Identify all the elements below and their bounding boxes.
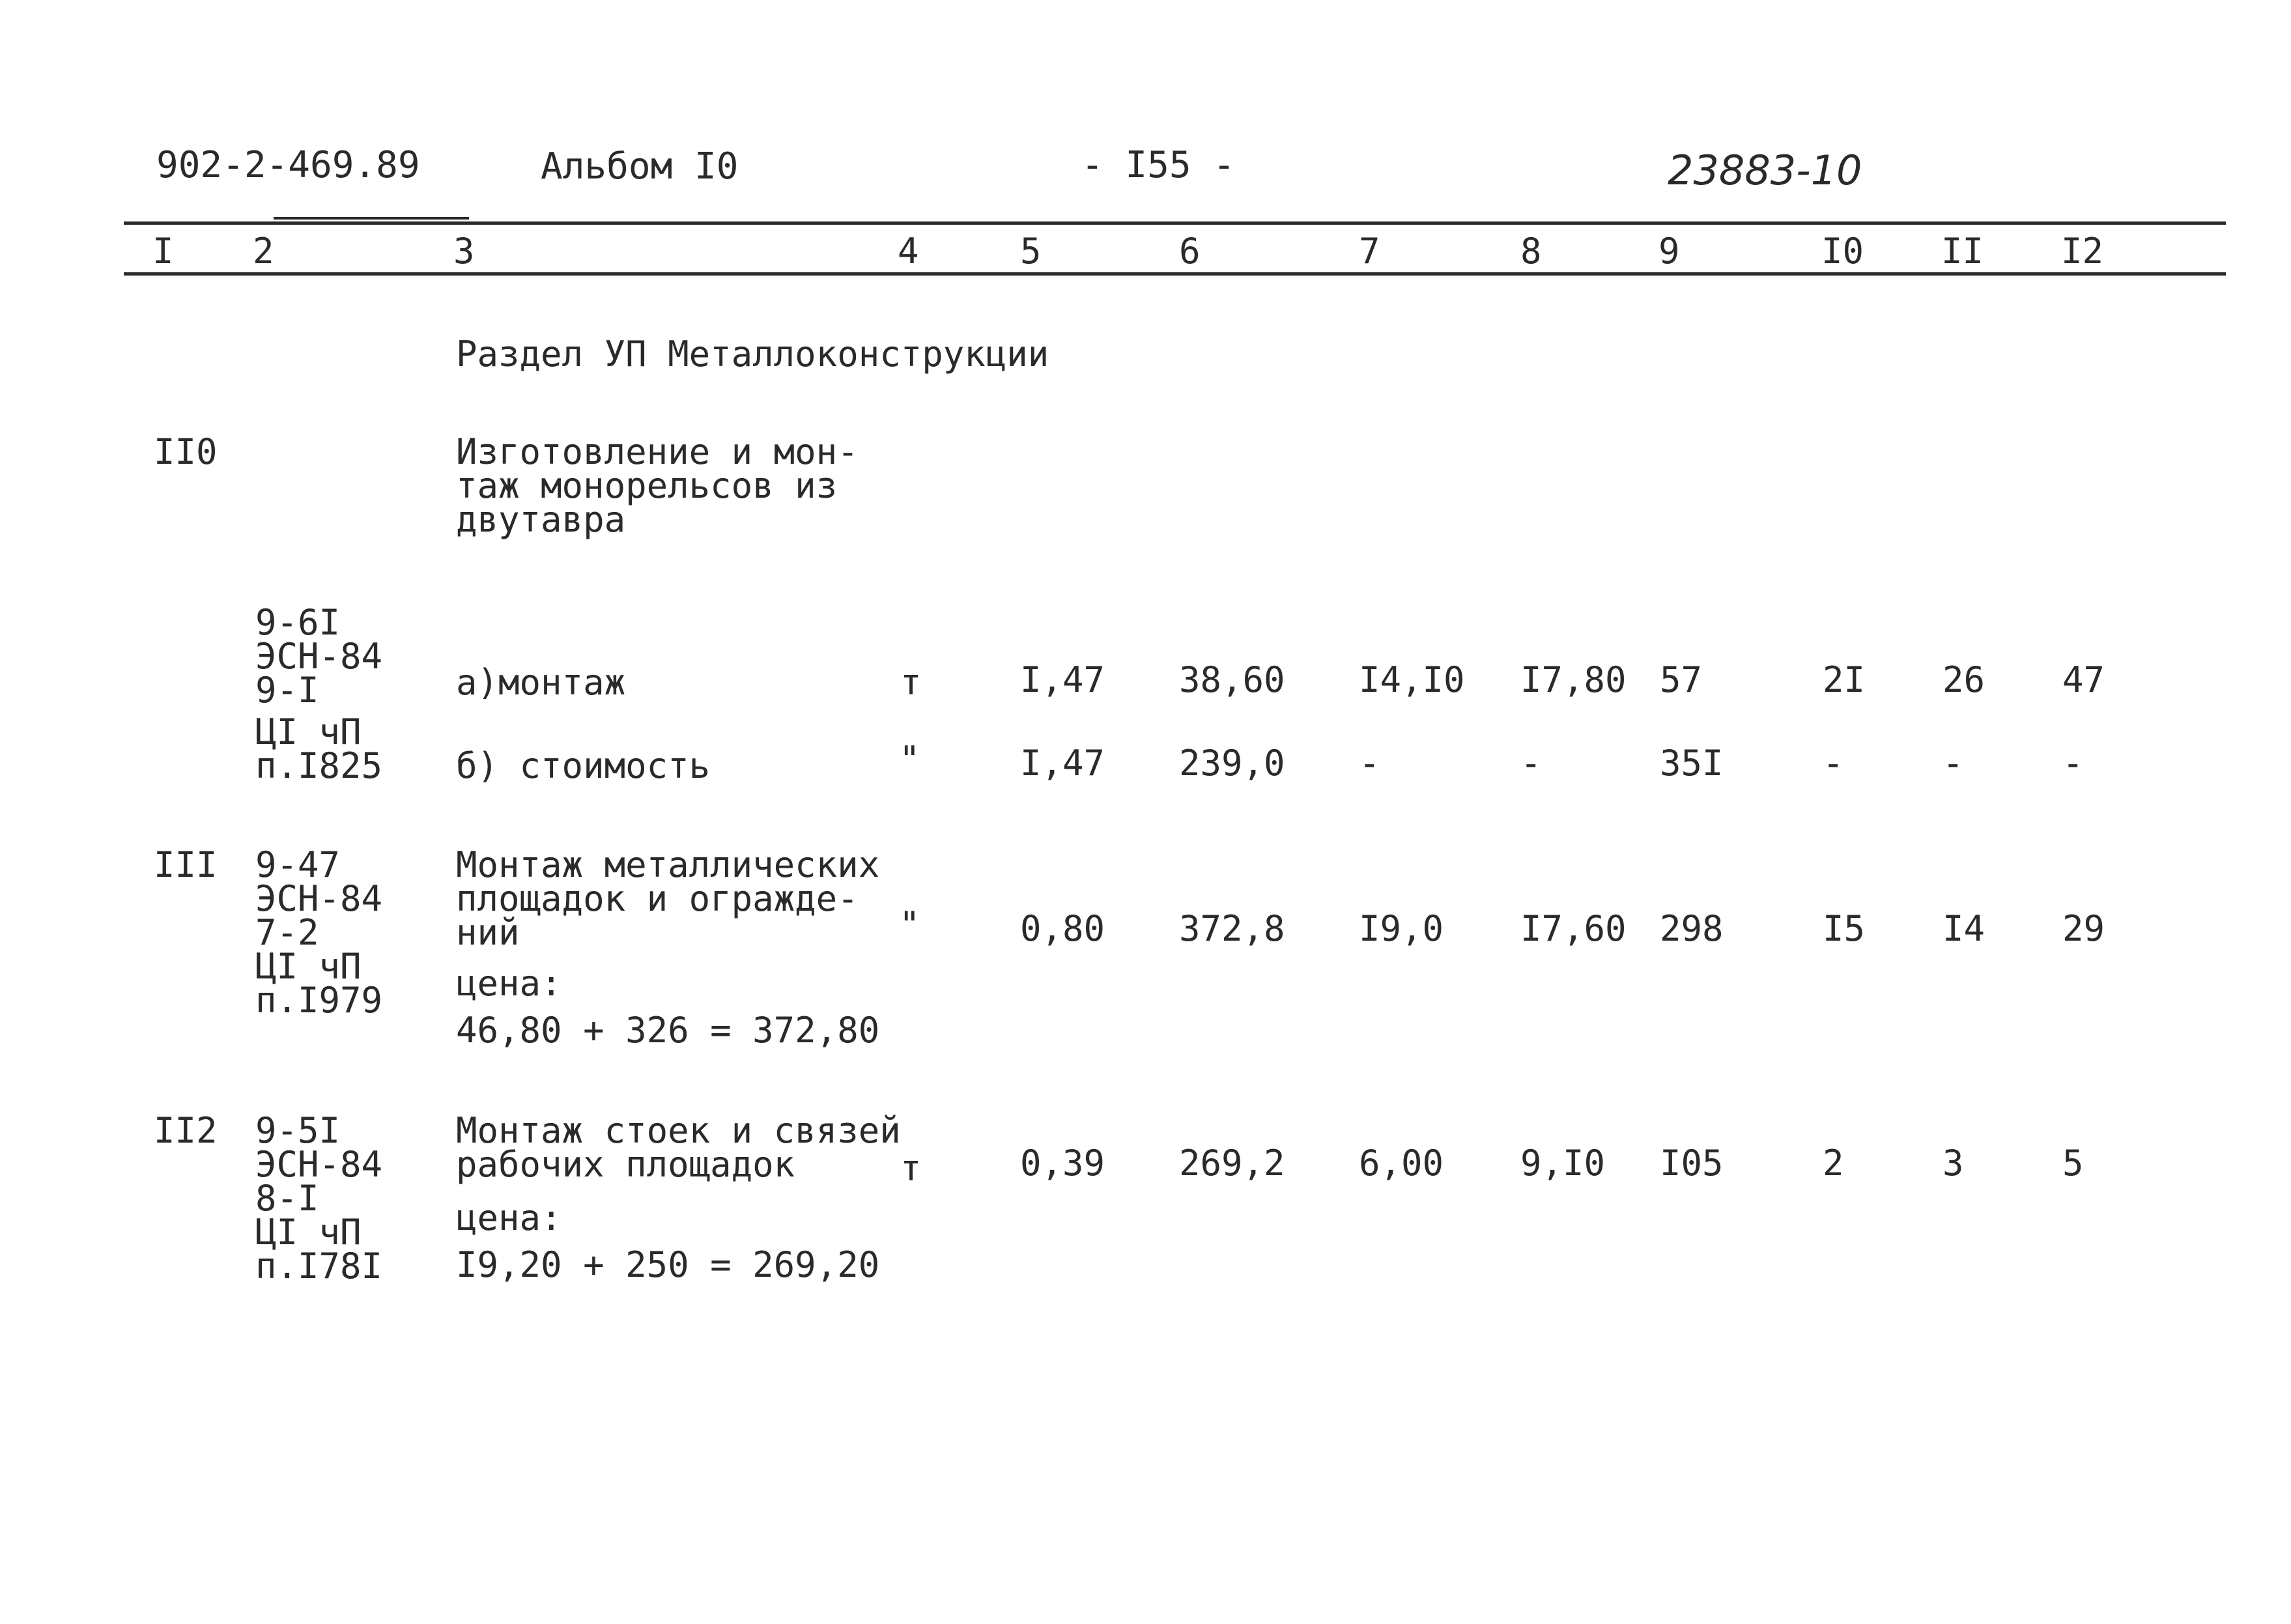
row-112-name: Монтаж стоек и связей рабочих площадок — [456, 1110, 901, 1185]
row-110b-name: б) стоимость — [456, 745, 711, 786]
row-110b-col9: 35I — [1660, 743, 1724, 784]
row-112-col6: 269,2 — [1179, 1143, 1285, 1184]
row-112-price-formula: I9,20 + 250 = 269,20 — [456, 1244, 880, 1285]
row-110b-col8: - — [1520, 743, 1542, 784]
inventory-stamp: 23883-10 — [1668, 147, 1862, 194]
table-header-rule — [124, 272, 2226, 276]
column-header-7: 7 — [1359, 231, 1380, 272]
header-underline — [274, 217, 469, 220]
album-label: Альбом I0 — [541, 145, 739, 188]
row-111-col8: I7,60 — [1520, 908, 1627, 949]
row-112-col7: 6,00 — [1359, 1143, 1444, 1184]
column-header-11: II — [1941, 231, 1984, 272]
row-111-unit: " — [899, 904, 920, 945]
column-header-8: 8 — [1520, 231, 1542, 272]
row-110a-col10: 2I — [1823, 659, 1866, 700]
row-111-col10: I5 — [1823, 908, 1866, 949]
row-110b-col12: - — [2062, 743, 2084, 784]
row-111-col11: I4 — [1942, 908, 1985, 949]
row-112-col9: I05 — [1660, 1143, 1724, 1184]
row-110a-col8: I7,80 — [1520, 659, 1627, 700]
row-111-price-label: цена: — [456, 963, 562, 1004]
column-header-2: 2 — [253, 231, 274, 272]
column-header-9: 9 — [1658, 231, 1680, 272]
row-110a-col7: I4,I0 — [1359, 659, 1465, 700]
column-header-10: I0 — [1821, 231, 1864, 272]
column-header-4: 4 — [898, 231, 919, 272]
table-top-rule — [124, 221, 2226, 225]
row-112-col12: 5 — [2062, 1143, 2084, 1184]
row-110a-col6: 38,60 — [1179, 659, 1285, 700]
row-111-number: III — [154, 844, 218, 885]
row-112-price-label: цена: — [456, 1197, 562, 1238]
row-110b-reference: ЦI чП п.I825 — [255, 711, 383, 786]
row-110a-name: а)монтаж — [456, 662, 626, 703]
row-110-title: Изготовление и мон- таж монорельсов из двутавра — [456, 431, 859, 540]
row-110b-col10: - — [1823, 743, 1844, 784]
row-110a-col11: 26 — [1942, 659, 1985, 700]
row-110-number: II0 — [154, 431, 218, 472]
row-112-col8: 9,I0 — [1520, 1143, 1606, 1184]
column-header-12: I2 — [2061, 231, 2104, 272]
row-112-reference: 9-5I ЭСН-84 8-I ЦI чП п.I78I — [255, 1110, 383, 1287]
row-110b-col11: - — [1942, 743, 1964, 784]
row-112-number: II2 — [154, 1110, 218, 1151]
page-number: - I55 - — [1081, 144, 1236, 186]
column-header-1: I — [152, 231, 174, 272]
column-header-5: 5 — [1020, 231, 1042, 272]
row-110b-col5: I,47 — [1020, 743, 1105, 784]
row-111-name: Монтаж металлических площадок и огражде- ний — [456, 844, 880, 953]
row-110a-col12: 47 — [2062, 659, 2105, 700]
row-110a-col5: I,47 — [1020, 659, 1105, 700]
row-112-unit: т — [900, 1148, 922, 1189]
row-110a-unit: т — [900, 662, 922, 703]
row-110a-col9: 57 — [1660, 659, 1703, 700]
row-112-col5: 0,39 — [1020, 1143, 1105, 1184]
row-110b-col6: 239,0 — [1179, 743, 1285, 784]
row-110b-unit: " — [899, 739, 920, 780]
row-111-col7: I9,0 — [1359, 908, 1444, 949]
section-title: Раздел УП Металлоконструкции — [456, 334, 1049, 375]
document-code: 902-2-469.89 — [156, 144, 420, 186]
row-112-col10: 2 — [1823, 1143, 1844, 1184]
row-110a-reference: 9-6I ЭСН-84 9-I — [255, 602, 383, 711]
row-110b-col7: - — [1359, 743, 1380, 784]
row-111-col9: 298 — [1660, 908, 1724, 949]
column-header-6: 6 — [1179, 231, 1201, 272]
row-111-col6: 372,8 — [1179, 908, 1285, 949]
row-111-price-formula: 46,80 + 326 = 372,80 — [456, 1010, 880, 1051]
column-header-3: 3 — [453, 231, 475, 272]
row-112-col11: 3 — [1942, 1143, 1964, 1184]
row-111-col12: 29 — [2062, 908, 2105, 949]
row-111-col5: 0,80 — [1020, 908, 1105, 949]
row-111-reference: 9-47 ЭСН-84 7-2 ЦI чП п.I979 — [255, 844, 383, 1021]
